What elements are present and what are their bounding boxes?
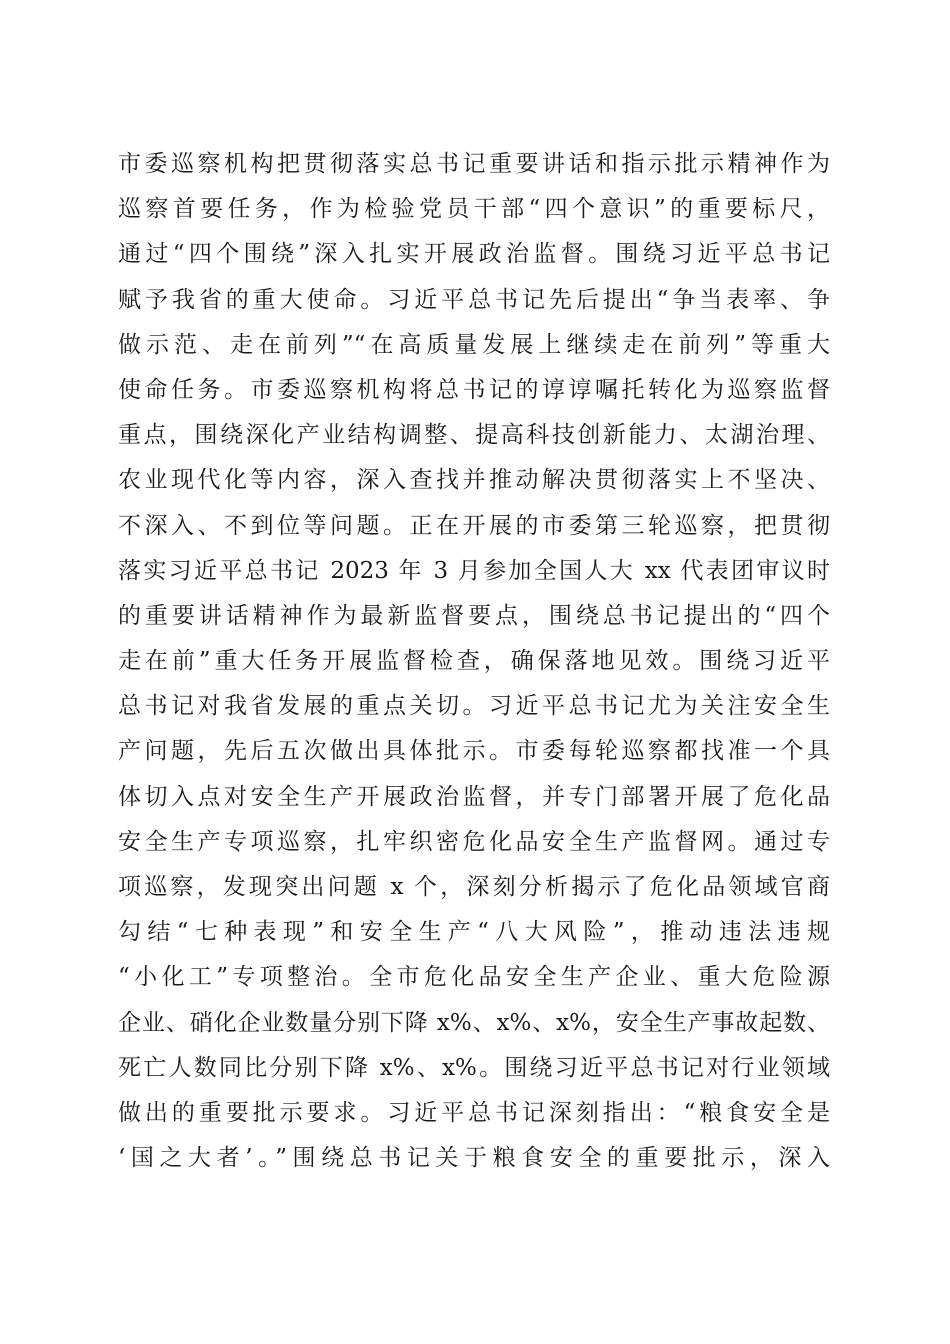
paragraph-line-18: 勾结“七种表现”和安全生产“八大风险”，推动违法违规 [118,919,830,946]
paragraph-line-8: 农业现代化等内容，深入查找并推动解决贯彻落实上不坚决、 [118,467,830,494]
paragraph-line-19: “小化工”专项整治。全市危化品安全生产企业、重大危险源 [118,964,830,991]
paragraph-line-21: 死亡人数同比分别下降 x%、x%。围绕习近平总书记对行业领域 [118,1054,830,1081]
paragraph-line-12: 走在前”重大任务开展监督检查，确保落地见效。围绕习近平 [118,648,830,675]
paragraph-line-15: 体切入点对安全生产开展政治监督，并专门部署开展了危化品 [118,783,830,810]
body-paragraph [118,142,830,1181]
paragraph-line-22: 做出的重要批示要求。习近平总书记深刻指出：“粮食安全是 [118,1099,830,1126]
paragraph-line-6: 使命任务。市委巡察机构将总书记的谆谆嘱托转化为巡察监督 [118,376,830,403]
paragraph-line-14: 产问题，先后五次做出具体批示。市委每轮巡察都找准一个具 [118,738,830,765]
paragraph-line-13: 总书记对我省发展的重点关切。习近平总书记尤为关注安全生 [118,693,830,720]
paragraph-line-20: 企业、硝化企业数量分别下降 x%、x%、x%，安全生产事故起数、 [118,1009,830,1036]
paragraph-line-7: 重点，围绕深化产业结构调整、提高科技创新能力、太湖治理、 [118,422,830,449]
paragraph-line-10: 落实习近平总书记 2023 年 3 月参加全国人大 xx 代表团审议时 [118,557,830,584]
paragraph-line-2: 巡察首要任务，作为检验党员干部“四个意识”的重要标尺， [118,196,830,223]
paragraph-line-11: 的重要讲话精神作为最新监督要点，围绕总书记提出的“四个 [118,602,830,629]
paragraph-line-16: 安全生产专项巡察，扎牢织密危化品安全生产监督网。通过专 [118,828,830,855]
paragraph-line-23: ‘国之大者’。”围绕总书记关于粮食安全的重要批示，深入 [118,1145,830,1172]
paragraph-line-17: 项巡察，发现突出问题 x 个，深刻分析揭示了危化品领域官商 [118,874,830,900]
paragraph-line-9: 不深入、不到位等问题。正在开展的市委第三轮巡察，把贯彻 [118,512,830,539]
paragraph-line-4: 赋予我省的重大使命。习近平总书记先后提出“争当表率、争 [118,286,830,313]
paragraph-line-5: 做示范、走在前列”“在高质量发展上继续走在前列”等重大 [118,331,830,358]
paragraph-line-1: 市委巡察机构把贯彻落实总书记重要讲话和指示批示精神作为 [118,151,830,177]
paragraph-line-3: 通过“四个围绕”深入扎实开展政治监督。围绕习近平总书记 [118,241,830,268]
